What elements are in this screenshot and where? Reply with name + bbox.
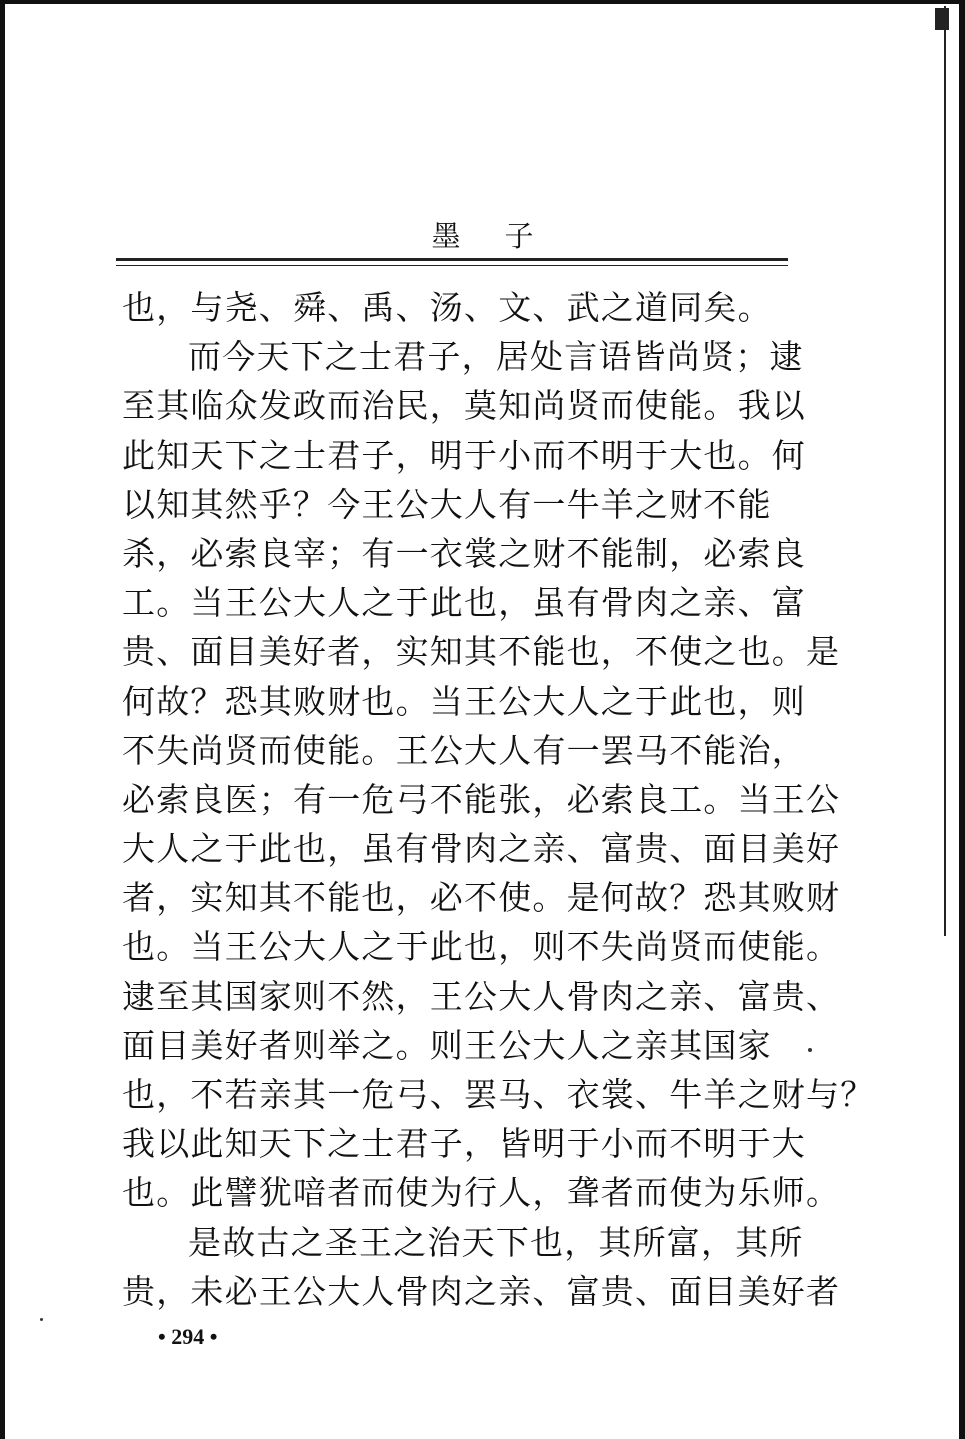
text-line: 此知天下之士君子，明于小而不明于大也。何: [122, 435, 806, 475]
scan-speck: [808, 1048, 812, 1052]
text-line: 工。当王公大人之于此也，虽有骨肉之亲、富: [122, 583, 806, 623]
body-text: [122, 283, 875, 1316]
text-line: 以知其然乎？今王公大人有一牛羊之财不能: [122, 484, 772, 524]
text-line: 面目美好者则举之。则王公大人之亲其国家: [122, 1025, 772, 1065]
header-rule-thick: [116, 258, 788, 261]
text-line: 贵、面目美好者，实知其不能也，不使之也。是: [122, 632, 841, 672]
text-line: 必索良医；有一危弓不能张，必索良工。当王公: [122, 779, 841, 819]
text-line: 杀，必索良宰；有一衣裳之财不能制，必索良: [122, 533, 806, 573]
scan-corner-mark: [935, 8, 949, 30]
text-line: 也。此譬犹喑者而使为行人，聋者而使为乐师。: [122, 1173, 841, 1213]
running-head-title: 墨子: [431, 219, 578, 253]
text-line: 而今天下之士君子，居处言语皆尚贤；逮: [188, 337, 804, 377]
text-line: 至其临众发政而治民，莫知尚贤而使能。我以: [122, 386, 806, 426]
text-line: 逮至其国家则不然，王公大人骨肉之亲、富贵、: [122, 976, 841, 1016]
text-line: 贵，未必王公大人骨肉之亲、富贵、面目美好者: [122, 1271, 841, 1311]
text-line: 也，与尧、舜、禹、汤、文、武之道同矣。: [122, 288, 772, 327]
text-line: 也。当王公大人之于此也，则不失尚贤而使能。: [122, 927, 841, 967]
text-line: 大人之于此也，虽有骨肉之亲、富贵、面目美好: [122, 829, 841, 869]
page-fold-line: [944, 6, 946, 936]
text-line: 是故古之圣王之治天下也，其所富，其所: [188, 1222, 804, 1262]
text-line: 我以此知天下之士君子，皆明于小而不明于大: [122, 1124, 806, 1164]
text-line: 何故？恐其败财也。当王公大人之于此也，则: [122, 681, 806, 721]
page-number: • 294 •: [158, 1324, 218, 1349]
text-line: 不失尚贤而使能。王公大人有一罢马不能治，: [122, 730, 806, 770]
header-rule-thin: [116, 265, 788, 266]
text-line: 者，实知其不能也，必不使。是何故？恐其败财: [122, 878, 841, 918]
text-line: 也，不若亲其一危弓、罢马、衣裳、牛羊之财与？: [122, 1075, 875, 1114]
scan-speck: [40, 1318, 43, 1321]
scan-edge-top: [0, 0, 965, 4]
